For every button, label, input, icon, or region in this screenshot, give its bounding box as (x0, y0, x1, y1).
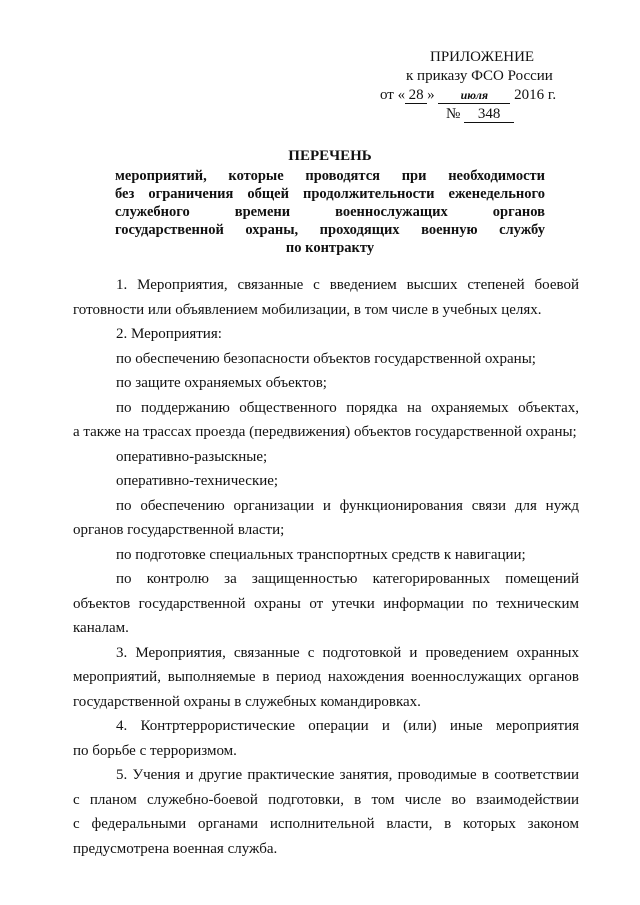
appendix-date (380, 86, 580, 105)
paragraph-2h-line: каналам. (73, 620, 129, 636)
paragraph-3-line: мероприятий, выполняемые в период нахождения военнослужащих органов (73, 669, 579, 685)
heading-line: без ограничения общей продолжительности еженедельного (115, 186, 545, 202)
paragraph-1-line: готовности или объявлением мобилизации, в том числе в учебных целях. (73, 301, 542, 318)
paragraph-2-line: 2. Мероприятия: (116, 326, 222, 342)
date-prefix: от « (380, 87, 406, 103)
heading-line: мероприятий, которые проводятся при необходимости (115, 168, 545, 184)
document-body (73, 273, 579, 861)
appendix-number (380, 105, 580, 124)
document-heading (115, 147, 545, 257)
heading-title: ПЕРЕЧЕНЬ (288, 148, 372, 164)
paragraph-2b-line: по защите охраняемых объектов; (116, 375, 327, 391)
heading-line: государственной охраны, проходящих военную службу (115, 222, 545, 238)
date-month: июля (438, 88, 510, 104)
paragraph-2h-line: по контролю за защищенностью категорированных помещений (116, 571, 579, 587)
paragraph-2c-line: по поддержанию общественного порядка на охраняемых объектах, (116, 399, 579, 416)
paragraph-2c-line: а также на трассах проезда (передвижения) объектов государственной охраны; (73, 424, 577, 440)
appendix-title: ПРИЛОЖЕНИЕ (430, 49, 535, 65)
appendix-order-ref: к приказу ФСО России (406, 68, 553, 84)
paragraph-2g-line: по подготовке специальных транспортных средств к навигации; (116, 546, 526, 563)
paragraph-4-line: по борьбе с терроризмом. (73, 742, 237, 759)
paragraph-5-line: с планом служебно-боевой подготовки, в том числе во взаимодействии (73, 791, 579, 808)
heading-line-last: по контракту (285, 240, 375, 256)
heading-line: служебного времени военнослужащих органов (115, 204, 545, 220)
paragraph-3-line: государственной охраны в служебных командировках. (73, 693, 421, 710)
number-value: 348 (464, 107, 514, 123)
paragraph-2h-line: объектов государственной охраны от утечки информации по техническим (73, 595, 579, 612)
paragraph-2f-line: органов государственной власти; (73, 522, 285, 538)
date-year: 2016 г. (514, 87, 557, 103)
paragraph-5-line: предусмотрена военная служба. (73, 840, 278, 857)
paragraph-3-line: 3. Мероприятия, связанные с подготовкой и проведением охранных (116, 644, 579, 661)
paragraph-4-line: 4. Контртеррористические операции и (или) иные мероприятия (116, 718, 579, 734)
paragraph-5-line: 5. Учения и другие практические занятия, проводимые в соответствии (116, 767, 579, 783)
paragraph-2a-line: по обеспечению безопасности объектов государственной охраны; (116, 350, 536, 367)
number-prefix: № (446, 106, 461, 122)
date-mid: » (427, 87, 435, 103)
paragraph-5-line: с федеральными органами исполнительной власти, в которых законом (73, 816, 579, 832)
paragraph-1-line: 1. Мероприятия, связанные с введением высших степеней боевой (116, 277, 579, 293)
date-day: 28 (405, 88, 427, 104)
paragraph-2e-line: оперативно-технические; (116, 473, 279, 489)
appendix-header (380, 48, 580, 124)
paragraph-2d-line: оперативно-разыскные; (116, 448, 268, 465)
paragraph-2f-line: по обеспечению организации и функционирования связи для нужд (116, 497, 579, 514)
